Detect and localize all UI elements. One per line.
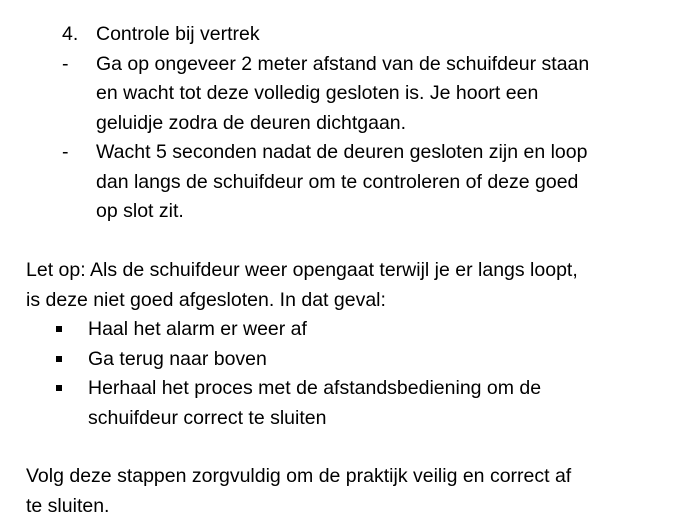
dash-marker: - bbox=[62, 52, 69, 75]
dash-marker: - bbox=[62, 141, 69, 163]
list-item-text bbox=[96, 50, 658, 139]
list-item-text bbox=[96, 138, 658, 227]
list-item-text bbox=[88, 315, 656, 345]
text-line: en wacht tot deze volledig gesloten is. Je hoort een bbox=[96, 82, 539, 104]
numbered-item bbox=[62, 20, 662, 50]
list-item-text bbox=[88, 345, 656, 375]
text-line: Let op: Als de schuifdeur weer opengaat terwijl je er langs loopt, bbox=[26, 259, 578, 281]
text-line: Herhaal het proces met de afstandsbediening om de bbox=[88, 377, 542, 399]
text-line: Volg deze stappen zorgvuldig om de praktijk veilig en correct af bbox=[26, 465, 572, 487]
steps-list bbox=[62, 50, 662, 227]
list-item bbox=[62, 50, 662, 139]
text-line: geluidje zodra de deuren dichtgaan. bbox=[96, 111, 407, 134]
square-bullet-icon bbox=[56, 374, 88, 433]
section-title: Controle bij vertrek bbox=[96, 23, 260, 45]
text-line: is deze niet goed afgesloten. In dat geval: bbox=[26, 288, 386, 311]
list-item bbox=[56, 315, 656, 345]
text-line: Haal het alarm er weer af bbox=[88, 318, 307, 340]
text-line: te sluiten. bbox=[26, 494, 110, 517]
section-number: 4. bbox=[62, 23, 79, 45]
text-line: op slot zit. bbox=[96, 200, 184, 222]
text-line: dan langs de schuifdeur om te controleren of deze goed bbox=[96, 170, 579, 193]
text-line: schuifdeur correct te sluiten bbox=[88, 406, 327, 429]
warning-paragraph bbox=[26, 256, 666, 315]
square-bullet-icon bbox=[56, 345, 88, 375]
section-heading bbox=[62, 20, 662, 50]
text-line: Wacht 5 seconden nadat de deuren gesloten zijn en loop bbox=[96, 141, 588, 163]
list-item bbox=[62, 138, 662, 227]
list-item bbox=[56, 345, 656, 375]
closing-paragraph bbox=[26, 462, 666, 521]
list-item bbox=[56, 374, 656, 433]
text-line: Ga terug naar boven bbox=[88, 347, 267, 370]
square-bullet-icon bbox=[56, 315, 88, 345]
text-line: Ga op ongeveer 2 meter afstand van de schuifdeur staan bbox=[96, 52, 590, 75]
bullet-list bbox=[56, 315, 656, 433]
list-item-text bbox=[88, 374, 656, 433]
